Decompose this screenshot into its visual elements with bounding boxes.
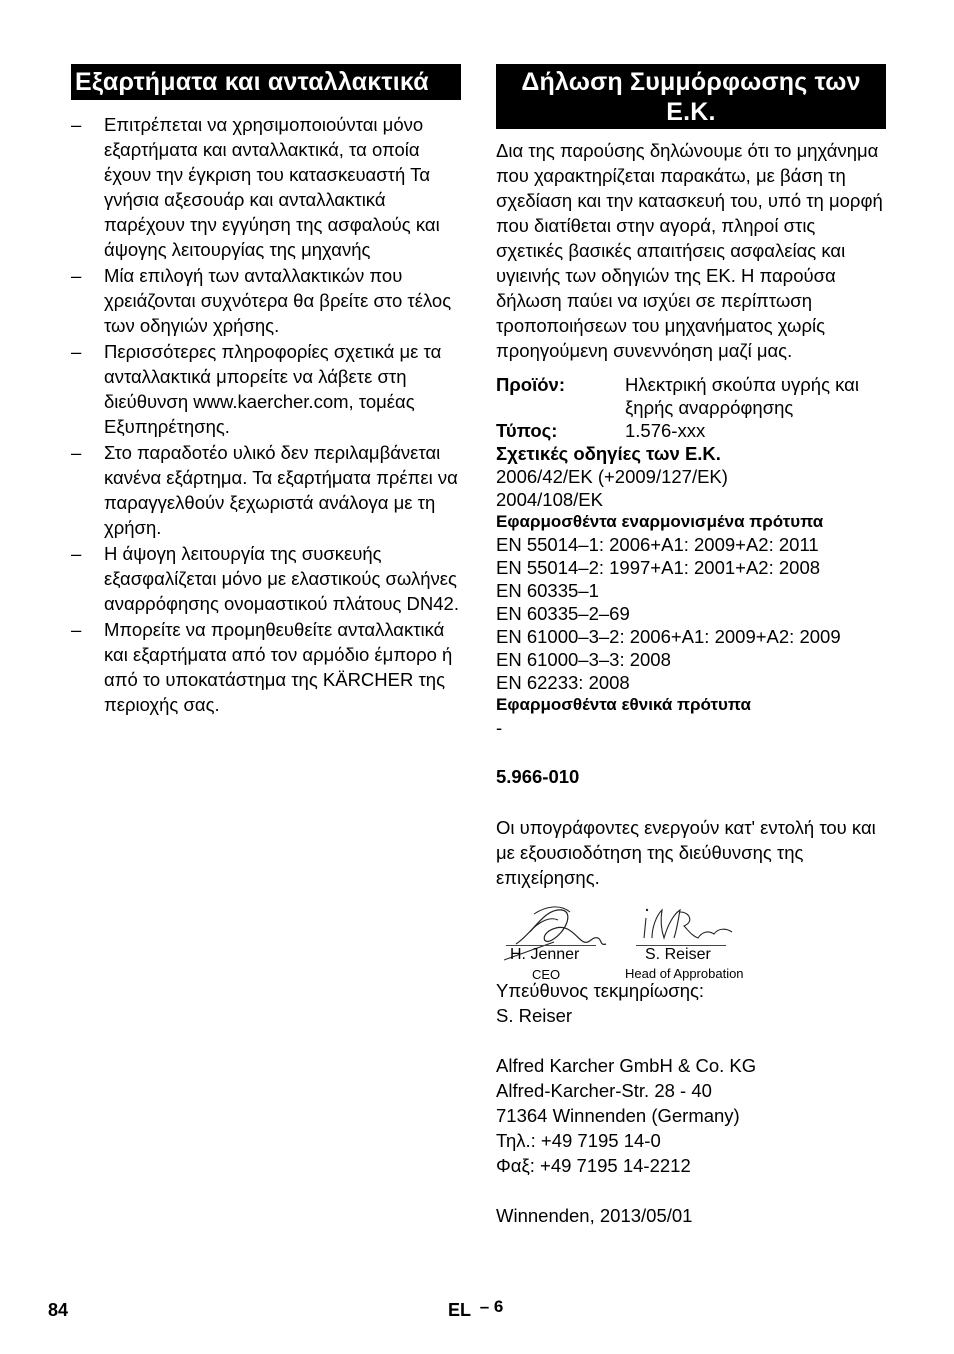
list-item — [71, 440, 461, 540]
address-line: 71364 Winnenden (Germany) — [496, 1105, 740, 1126]
signer1-role: CEO — [532, 967, 561, 982]
address-line: Alfred-Karcher-Str. 28 - 40 — [496, 1080, 712, 1101]
standard-item: EN 62233: 2008 — [496, 672, 630, 693]
list-item-text: Μία επιλογή των ανταλλακτικών που χρειάζονται συχνότερα θα βρείτε στο τέλος των οδηγιών χρήσης. — [104, 265, 452, 336]
product-label: Προϊόν: — [496, 374, 565, 395]
product-row — [496, 373, 886, 419]
phone-line: Τηλ.: +49 7195 14-0 — [496, 1130, 661, 1151]
dash-marker: – — [71, 341, 82, 362]
signers-statement: Οι υπογράφοντες ενεργούν κατ' εντολή του και με εξουσιοδότηση της διεύθυνσης της επιχείρησης. — [496, 817, 876, 888]
list-item-text: Μπορείτε να προμηθευθείτε ανταλλακτικά και εξαρτήματα από τον αρμόδιο έμπορο ή από το υποκατάστημα της KÄRCHER της περιοχής σας. — [104, 619, 453, 715]
declaration-intro: Δια της παρούσης δηλώνουμε ότι το μηχάνημα που χαρακτηρίζεται παρακάτω, με βάση τη σχεδίαση και την κατασκευή του, υπό τη μορφή που διατίθεται στην αγορά, πληροί στις σχετικές βασικές απαιτήσεις ασφαλείας και υγιεινής των οδηγιών της ΕΚ. Η παρούσα δήλωση παύει να ισχύει σε περίπτωση τροποποιήσεων του μηχανήματος χωρίς προηγούμενη συνεννόηση μαζί μας. — [496, 140, 883, 361]
directive-item: 2004/108/ΕΚ — [496, 489, 603, 510]
standard-item: EN 60335–2–69 — [496, 603, 630, 624]
list-item — [71, 263, 461, 338]
page-number: 84 — [48, 1300, 69, 1320]
type-value: 1.576-xxx — [625, 420, 706, 441]
language-code — [448, 1297, 504, 1321]
standard-item: EN 60335–1 — [496, 580, 599, 601]
documentation-responsible-label: Υπεύθυνος τεκμηρίωσης: — [496, 980, 705, 1001]
spare-parts-section — [71, 64, 461, 718]
list-item — [71, 339, 461, 439]
dash-marker: – — [71, 543, 82, 564]
standard-item: EN 61000–3–3: 2008 — [496, 649, 671, 670]
dash-marker: – — [71, 114, 82, 135]
national-standards-label: Εφαρμοσθέντα εθνικά πρότυπα — [496, 695, 751, 714]
product-value: Ηλεκτρική σκούπα υγρής και ξηρής αναρρόφησης — [625, 374, 859, 418]
harmonized-standards-label: Εφαρμοσθέντα εναρμονισμένα πρότυπα — [496, 512, 824, 531]
directive-item: 2006/42/ΕΚ (+2009/127/ΕΚ) — [496, 466, 728, 487]
signer1-name: H. Jenner — [510, 946, 580, 963]
dash-marker: – — [71, 442, 82, 463]
company-address — [496, 1053, 886, 1178]
section-title: Δήλωση Συμμόρφωσης των Ε.Κ. — [496, 64, 886, 129]
document-number: 5.966-010 — [496, 766, 580, 787]
national-standards-value: - — [496, 717, 503, 738]
documentation-responsible-name: S. Reiser — [496, 1005, 573, 1026]
place-date: Winnenden, 2013/05/01 — [496, 1205, 693, 1226]
list-item-text: Επιτρέπεται να χρησιμοποιούνται μόνο εξαρτήματα και ανταλλακτικά, τα οποία έχουν την έγκριση του κατασκευαστή Τα γνήσια αξεσουάρ και ανταλλακτικά παρέχουν την εγγύηση της ασφαλούς και άψογης λειτουργίας της μηχανής — [104, 114, 440, 260]
standard-item: EN 55014–2: 1997+A1: 2001+A2: 2008 — [496, 557, 821, 578]
standard-item: EN 55014–1: 2006+A1: 2009+A2: 2011 — [496, 534, 819, 555]
signer2-role: Head of Approbation — [625, 966, 744, 981]
signer2-name: S. Reiser — [645, 946, 711, 963]
signature-block — [496, 902, 886, 992]
list-item — [71, 617, 461, 717]
list-item — [71, 112, 461, 262]
standard-item: EN 61000–3–2: 2006+A1: 2009+A2: 2009 — [496, 626, 841, 647]
dash-marker: – — [71, 265, 82, 286]
language-label: EL — [448, 1300, 471, 1320]
dash-marker: – — [71, 619, 82, 640]
list-item-text: Στο παραδοτέο υλικό δεν περιλαμβάνεται κανένα εξάρτημα. Τα εξαρτήματα πρέπει να παραγγελθούν ξεχωριστά ανάλογα με τη χρήση. — [104, 442, 458, 538]
type-label: Τύπος: — [496, 420, 558, 441]
list-item-text: Περισσότερες πληροφορίες σχετικά με τα ανταλλακτικά μπορείτε να λάβετε στη διεύθυνση www.kaercher.com, τομέας Εξυπηρέτησης. — [104, 341, 442, 437]
list-item — [71, 541, 461, 616]
spare-parts-list — [71, 112, 461, 717]
type-row — [496, 419, 886, 442]
declaration-section — [496, 64, 886, 1228]
sub-page-number: – 6 — [479, 1297, 504, 1316]
address-line: Alfred Karcher GmbH & Co. KG — [496, 1055, 757, 1076]
fax-line: Φαξ: +49 7195 14-2212 — [496, 1155, 691, 1176]
section-title: Εξαρτήματα και ανταλλακτικά — [71, 64, 461, 100]
directives-label: Σχετικές οδηγίες των Ε.Κ. — [496, 443, 721, 464]
list-item-text: Η άψογη λειτουργία της συσκευής εξασφαλίζεται μόνο με ελαστικούς σωλήνες αναρρόφησης ονομαστικού πλάτους DN42. — [104, 543, 459, 614]
